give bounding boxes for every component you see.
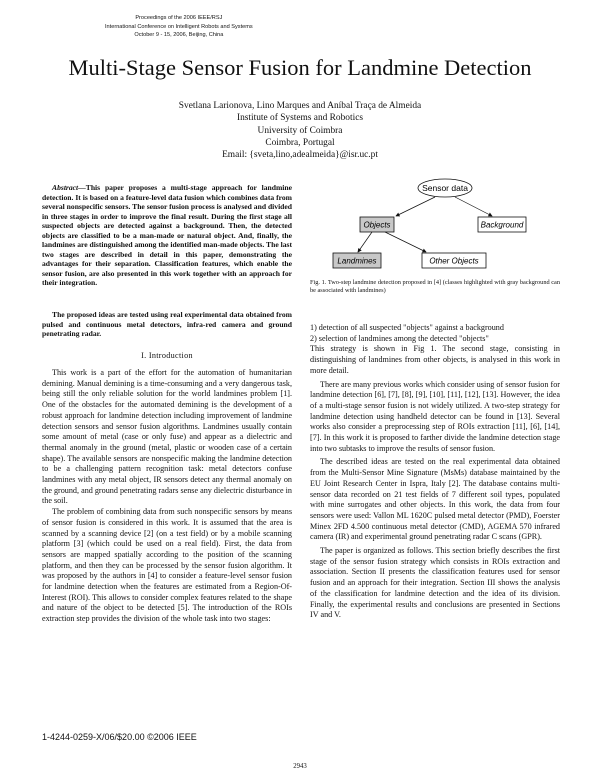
- node-landmines-label: Landmines: [337, 256, 377, 266]
- right-paragraph-1: This strategy is shown in Fig 1. The second stage, consisting in distinguishing of landmines from other objects, is analysed in this work in more detail.: [310, 344, 560, 375]
- copyright-footer: 1-4244-0259-X/06/$20.00 ©2006 IEEE: [42, 732, 197, 742]
- edge-root-objects: [396, 197, 435, 216]
- node-background-label: Background: [480, 220, 524, 230]
- stage-list: [310, 323, 560, 344]
- proceedings-line2: International Conference on Intelligent Robots and Systems: [105, 23, 253, 30]
- introduction-body: [42, 368, 292, 625]
- author-block: [0, 100, 600, 161]
- author-email: Email: {sveta,lino,adealmeida}@isr.uc.pt: [222, 150, 378, 161]
- intro-paragraph-2: The problem of combining data from such nonspecific sensors by means of sensor fusion is considered in this work. It is assumed that the area is scanned by a scanning device [2] (on a test field) or by a mobile scanning platform [3] (which could be used on a real field). First, the data from sensors are mapped spatially according to the position of the scanning platform, and then they can be processed by the sensor fusion algorithm. It was proposed by the authors in [4] to consider a feature-level sensor fusion for landmine detection when the features are estimated from a Region-Of-Interest (ROI). This allows to consider complex features related to the shape and nature of the object to be detected [5]. The introduction of the ROIs extraction step provides the division of the whole task into two stages:: [42, 507, 292, 624]
- intro-paragraph-1: This work is a part of the effort for the automation of humanitarian demining. Manual demining is a time-consuming and a very dangerous task, being still the only reliable solution for the world landmines problem [1]. One of the obstacles for the automated demining is the development of a robust approach for landmine detection including improvement of landmine detection sensors and sensor fusion algorithms. Landmines usually contain some amount of metal (case or only fuse) and appear as a dielectric and thermal anomaly in the ground (metal, plastic or wooden case of a certain shape). The available sensors are nonspecific making the landmine detection to be a challenging pattern recognition task: metal detectors confuse landmines with any metal object, IR sensors detect any thermal anomaly on the ground, and ground penetrating radars sense any dielectric disturbance in the soil.: [42, 368, 292, 506]
- right-column-body: [310, 323, 560, 621]
- author-university: University of Coimbra: [257, 125, 343, 136]
- stage-list-item-2: 2) selection of landmines among the detected "objects": [310, 333, 489, 343]
- abstract-text-2: The proposed ideas are tested using real experimental data obtained from pulsed and continuous metal detectors, infra-red camera and ground penetrating radar.: [42, 310, 292, 339]
- proceedings-header: [105, 14, 253, 40]
- abstract: [42, 183, 292, 288]
- right-paragraph-2: There are many previous works which consider using of sensor fusion for landmine detection [6], [7], [8], [9], [10], [11], [12], [13]. However, the idea of a multi-stage sensor fusion is not widely utilized. A two-step strategy for landmine detection using handheld detector can be found in [13]. Several works also consider a preprocessing step of ROIs extraction [11], [6], [14], [7]. In this work it is proposed to farther divide the landmine detection stage into two subtasks to improve the results of sensor fusion.: [310, 379, 560, 453]
- edge-objects-landmines: [358, 232, 372, 252]
- figure-1-diagram: [330, 176, 550, 276]
- node-other-objects-label: Other Objects: [429, 256, 479, 266]
- author-names: Svetlana Larionova, Lino Marques and Aníbal Traça de Almeida: [178, 101, 422, 111]
- right-paragraph-3: The described ideas are tested on the real experimental data obtained from the Multi-Sensor Mine Signature (MsMs) database maintained by the EU Joint Research Center in Ispra, Italy [2]. The database contains multi-sensor data recorded on 21 test fields of 7 different soil types, populated with mine surrogates and other objects. In this work, the data from four sensors were used: Vallon ML 1620C pulsed metal detector (PMD), Foerster Minex 2FD 4.500 continuous metal detector (CMD), AGEMA 570 infrared camera (IR) and experimental ground penetrating radar C scans (GPR).: [310, 457, 560, 542]
- stage-list-item-1: 1) detection of all suspected "objects" against a background: [310, 323, 504, 332]
- paper-title: Multi-Stage Sensor Fusion for Landmine Detection: [68, 55, 532, 80]
- abstract-text: —This paper proposes a multi-stage approach for landmine detection. It is based on a feature-level data fusion which combines data from several nonspecific sensors. The sensor fusion process is analysed and divided in three stages in order to improve the final result. During the first stage all suspected objects are detected against a background. Then, the detected objects are classified to be a man-made or natural object. And, finally, the landmines are distinguished among the identified man-made objects. The last two stages are described in detail in this paper, demonstrating the advantages for their separation. Classification features, which enable the sensor fusion, are also presented in this work together with an approach for their integration.: [42, 183, 292, 288]
- node-sensor-data-label: Sensor data: [422, 183, 468, 193]
- figure-1-caption: Fig. 1. Two-step landmine detection proposed in [4] (classes highlighted with gray background can be associated with landmines): [310, 279, 560, 295]
- proceedings-line1: Proceedings of the 2006 IEEE/RSJ: [135, 15, 223, 21]
- right-paragraph-4: The paper is organized as follows. This section briefly describes the first stage of the sensor fusion strategy which consists in ROIs extraction and association. Section II presents the classification features used for sensor fusion and an approach for their integration. Section III shows the analysis of the classification for landmine detection and the idea of its division. Finally, the experimental results and conclusions are presented in Sections IV and V.: [310, 546, 560, 620]
- edge-root-background: [455, 197, 492, 216]
- abstract-label: Abstract: [52, 183, 79, 192]
- node-objects-label: Objects: [363, 220, 391, 230]
- author-institute: Institute of Systems and Robotics: [236, 113, 364, 124]
- section-heading-introduction: I. Introduction: [141, 351, 193, 360]
- edge-objects-other: [385, 232, 426, 252]
- author-location: Coimbra, Portugal: [265, 137, 335, 148]
- proceedings-line3: October 9 - 15, 2006, Beijing, China: [134, 32, 224, 39]
- page-number: 2943: [293, 763, 307, 770]
